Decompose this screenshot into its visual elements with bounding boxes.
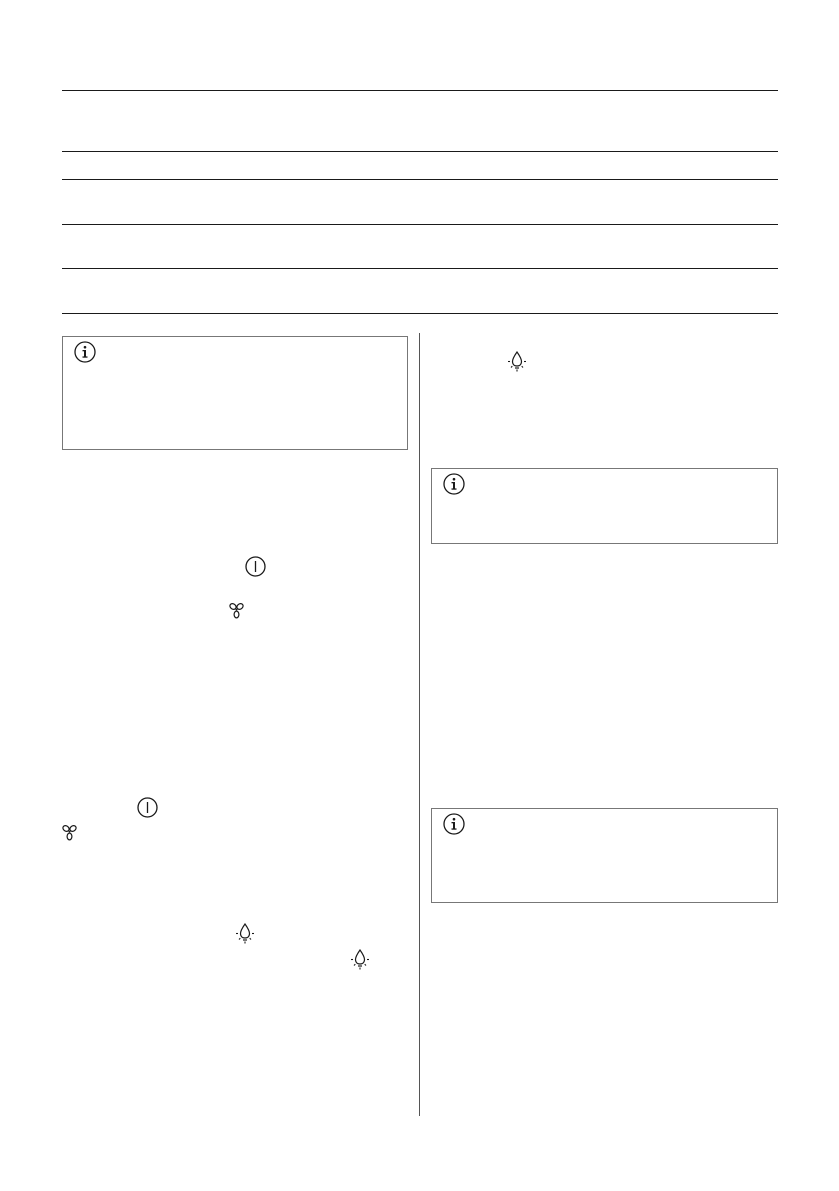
info-note-box (431, 468, 778, 544)
light-bulb-icon (506, 349, 528, 373)
table-row-rule (62, 268, 778, 269)
info-note-box (431, 808, 778, 903)
info-icon (443, 813, 465, 835)
table-top-rule (62, 90, 778, 91)
table-bottom-rule (62, 313, 778, 314)
column-divider (419, 333, 420, 1116)
power-button-icon (245, 556, 266, 577)
table-row-rule (62, 224, 778, 225)
table-header-rule (62, 151, 778, 152)
info-note-box (62, 336, 408, 450)
fan-speed-icon (228, 602, 245, 619)
table-row-rule (62, 179, 778, 180)
power-button-icon (137, 797, 158, 818)
light-bulb-icon (349, 947, 371, 971)
info-icon (443, 473, 465, 495)
light-bulb-icon (234, 921, 256, 945)
info-icon (74, 341, 96, 363)
fan-speed-icon (61, 824, 78, 841)
